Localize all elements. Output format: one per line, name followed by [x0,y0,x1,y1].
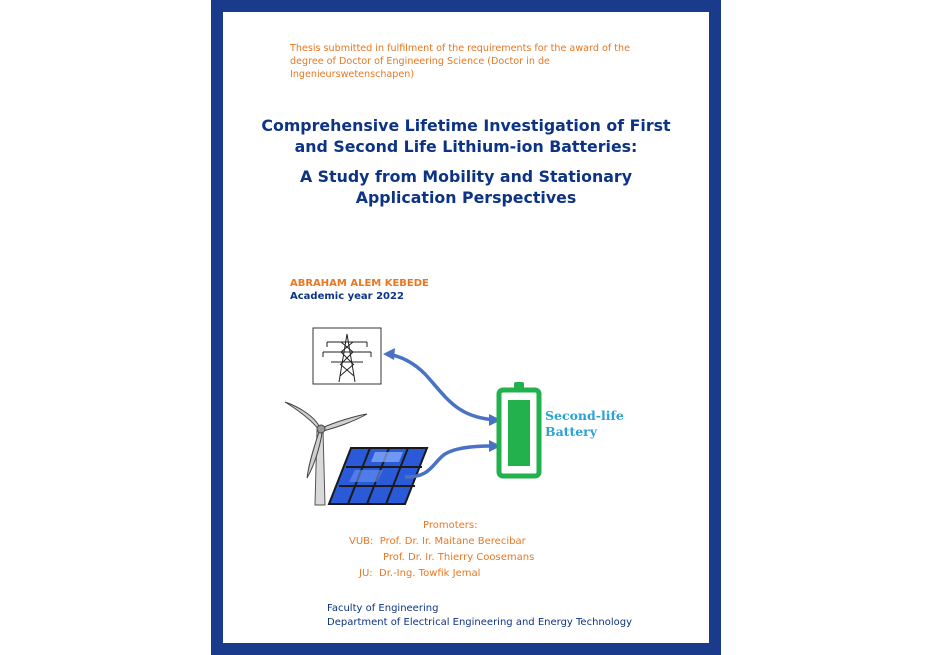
subtitle-line-2: Application Perspectives [355,188,577,207]
title-line-1: Comprehensive Lifetime Investigation of First [261,116,671,135]
promoter-line-2: Prof. Dr. Ir. Thierry Coosemans [383,552,535,563]
submission-note-line-3: Ingenieurswetenschapen) [290,69,415,80]
power-pylon-icon [313,328,381,384]
promoter-line-3: JU: Dr.-Ing. Towfik Jemal [359,568,481,579]
subtitle-line-1: A Study from Mobility and Stationary [299,167,633,186]
thesis-cover-page [223,12,709,643]
author-name: ABRAHAM ALEM KEBEDE [290,278,429,289]
promoter-line-1: VUB: Prof. Dr. Ir. Maitane Berecibar [349,536,526,547]
department-name: Department of Electrical Engineering and Energy Technology [327,617,633,628]
faculty-name: Faculty of Engineering [327,603,439,614]
submission-note-line-1: Thesis submitted in fulfilment of the requirements for the award of the [290,43,630,54]
submission-note-line-2: degree of Doctor of Engineering Science (Doctor in de [290,56,550,67]
title-line-2: and Second Life Lithium-ion Batteries: [294,137,638,156]
second-life-battery-illustration [275,312,635,512]
academic-year: Academic year 2022 [290,291,404,302]
battery-label-line-2: Battery [545,424,598,439]
submission-note [290,42,690,81]
arrow-head-to-grid [383,348,395,360]
battery-label-line-1: Second-life [545,408,624,423]
promoters-heading: Promoters: [423,520,478,531]
battery-icon [499,382,539,476]
